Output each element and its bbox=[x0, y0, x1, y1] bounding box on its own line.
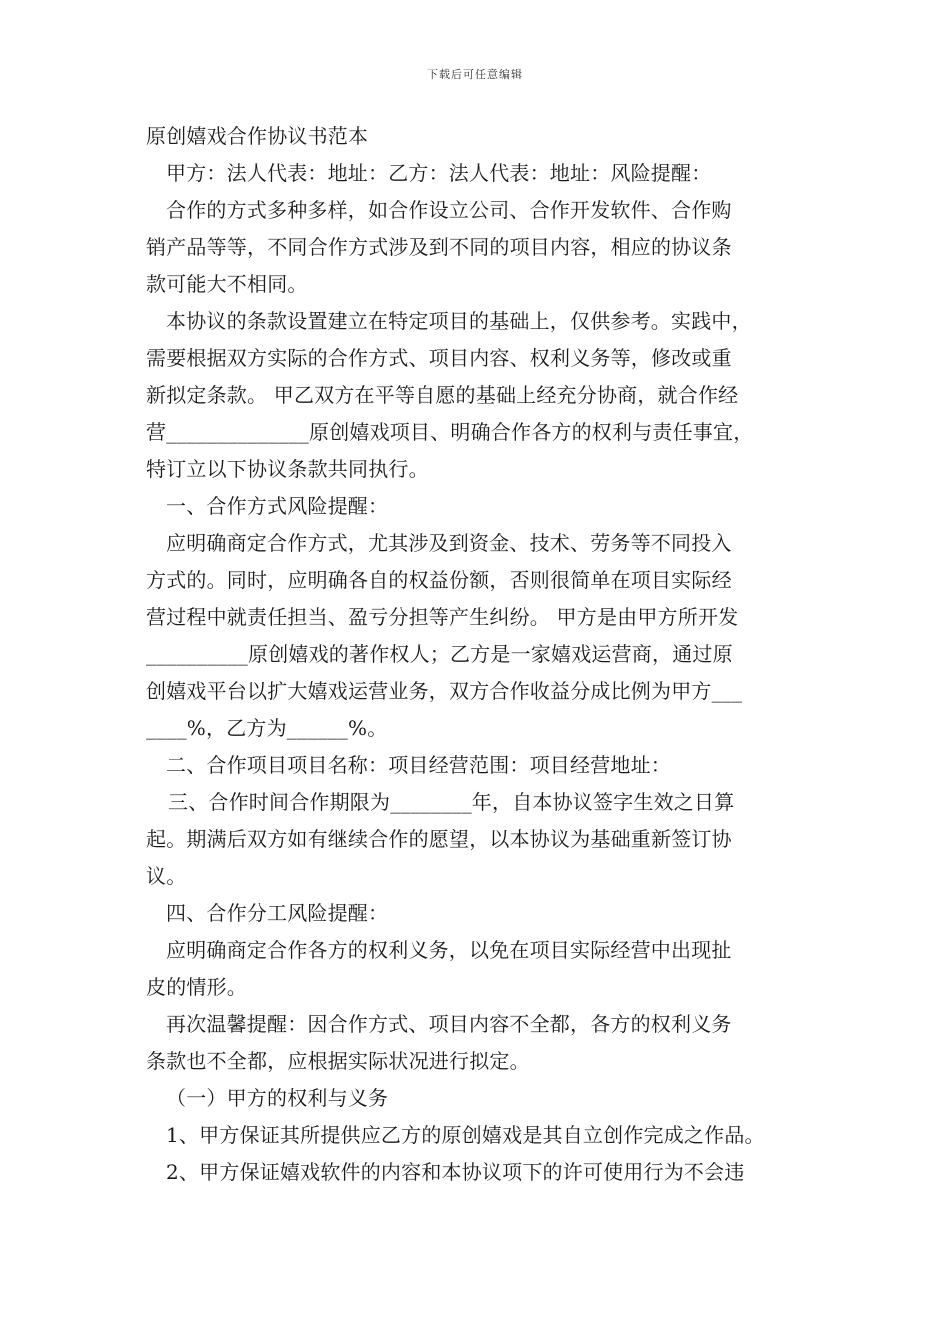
paragraph-line: 再次温馨提醒：因合作方式、项目内容不全都，各方的权利义务 bbox=[166, 1012, 732, 1036]
paragraph-line: 款可能大不相同。 bbox=[146, 272, 308, 296]
document-title: 原创嬉戏合作协议书范本 bbox=[146, 124, 369, 148]
paragraph-line: 新拟定条款。 甲乙双方在平等自愿的基础上经充分协商，就合作经 bbox=[146, 383, 739, 407]
paragraph-line: 皮的情形。 bbox=[146, 975, 247, 999]
paragraph-line: 需要根据双方实际的合作方式、项目内容、权利义务等，修改或重 bbox=[146, 346, 732, 370]
paragraph-line: 销产品等等，不同合作方式涉及到不同的项目内容，相应的协议条 bbox=[146, 235, 732, 259]
paragraph-line: 特订立以下协议条款共同执行。 bbox=[146, 457, 429, 481]
subsection-heading: （一）甲方的权利与义务 bbox=[166, 1086, 389, 1110]
party-info-line: 甲方：法人代表：地址：乙方：法人代表：地址：风险提醒： bbox=[166, 161, 712, 185]
section-heading-1: 一、合作方式风险提醒： bbox=[166, 494, 389, 518]
paragraph-line: 方式的。同时，应明确各自的权益份额，否则很简单在项目实际经 bbox=[146, 568, 732, 592]
paragraph-line: 议。 bbox=[146, 864, 187, 888]
page-header-note: 下载后可任意编辑 bbox=[427, 68, 523, 81]
document-body bbox=[146, 118, 814, 1191]
paragraph-line: 条款也不全都，应根据实际状况进行拟定。 bbox=[146, 1049, 530, 1073]
paragraph-line: 营______________原创嬉戏项目、明确合作各方的权利与责任事宜， bbox=[146, 420, 754, 444]
paragraph-line: 起。期满后双方如有继续合作的愿望，以本协议为基础重新签订协 bbox=[146, 827, 732, 851]
section-heading-3: 三、合作时间合作期限为________年，自本协议签字生效之日算 bbox=[168, 790, 735, 814]
paragraph-line: 应明确商定合作各方的权利义务，以免在项目实际经营中出现扯 bbox=[166, 938, 732, 962]
section-heading-4: 四、合作分工风险提醒： bbox=[166, 901, 389, 925]
paragraph-line: 创嬉戏平台以扩大嬉戏运营业务，双方合作收益分成比例为甲方___ bbox=[146, 679, 743, 703]
paragraph-line: __________原创嬉戏的著作权人；乙方是一家嬉戏运营商，通过原 bbox=[146, 642, 733, 666]
paragraph-line: 应明确商定合作方式，尤其涉及到资金、技术、劳务等不同投入 bbox=[166, 531, 732, 555]
paragraph-line: ____%，乙方为______%。 bbox=[146, 716, 388, 740]
clause-item-2: 2、甲方保证嬉戏软件的内容和本协议项下的许可使用行为不会违 bbox=[166, 1160, 745, 1184]
paragraph-line: 合作的方式多种多样，如合作设立公司、合作开发软件、合作购 bbox=[166, 198, 732, 222]
paragraph-line: 本协议的条款设置建立在特定项目的基础上，仅供参考。实践中， bbox=[166, 309, 752, 333]
paragraph-line: 营过程中就责任担当、盈亏分担等产生纠纷。 甲方是由甲方所开发 bbox=[146, 605, 739, 629]
clause-item-1: 1、甲方保证其所提供应乙方的原创嬉戏是其自立创作完成之作品。 bbox=[166, 1123, 765, 1147]
section-heading-2: 二、合作项目项目名称：项目经营范围：项目经营地址： bbox=[166, 753, 671, 777]
